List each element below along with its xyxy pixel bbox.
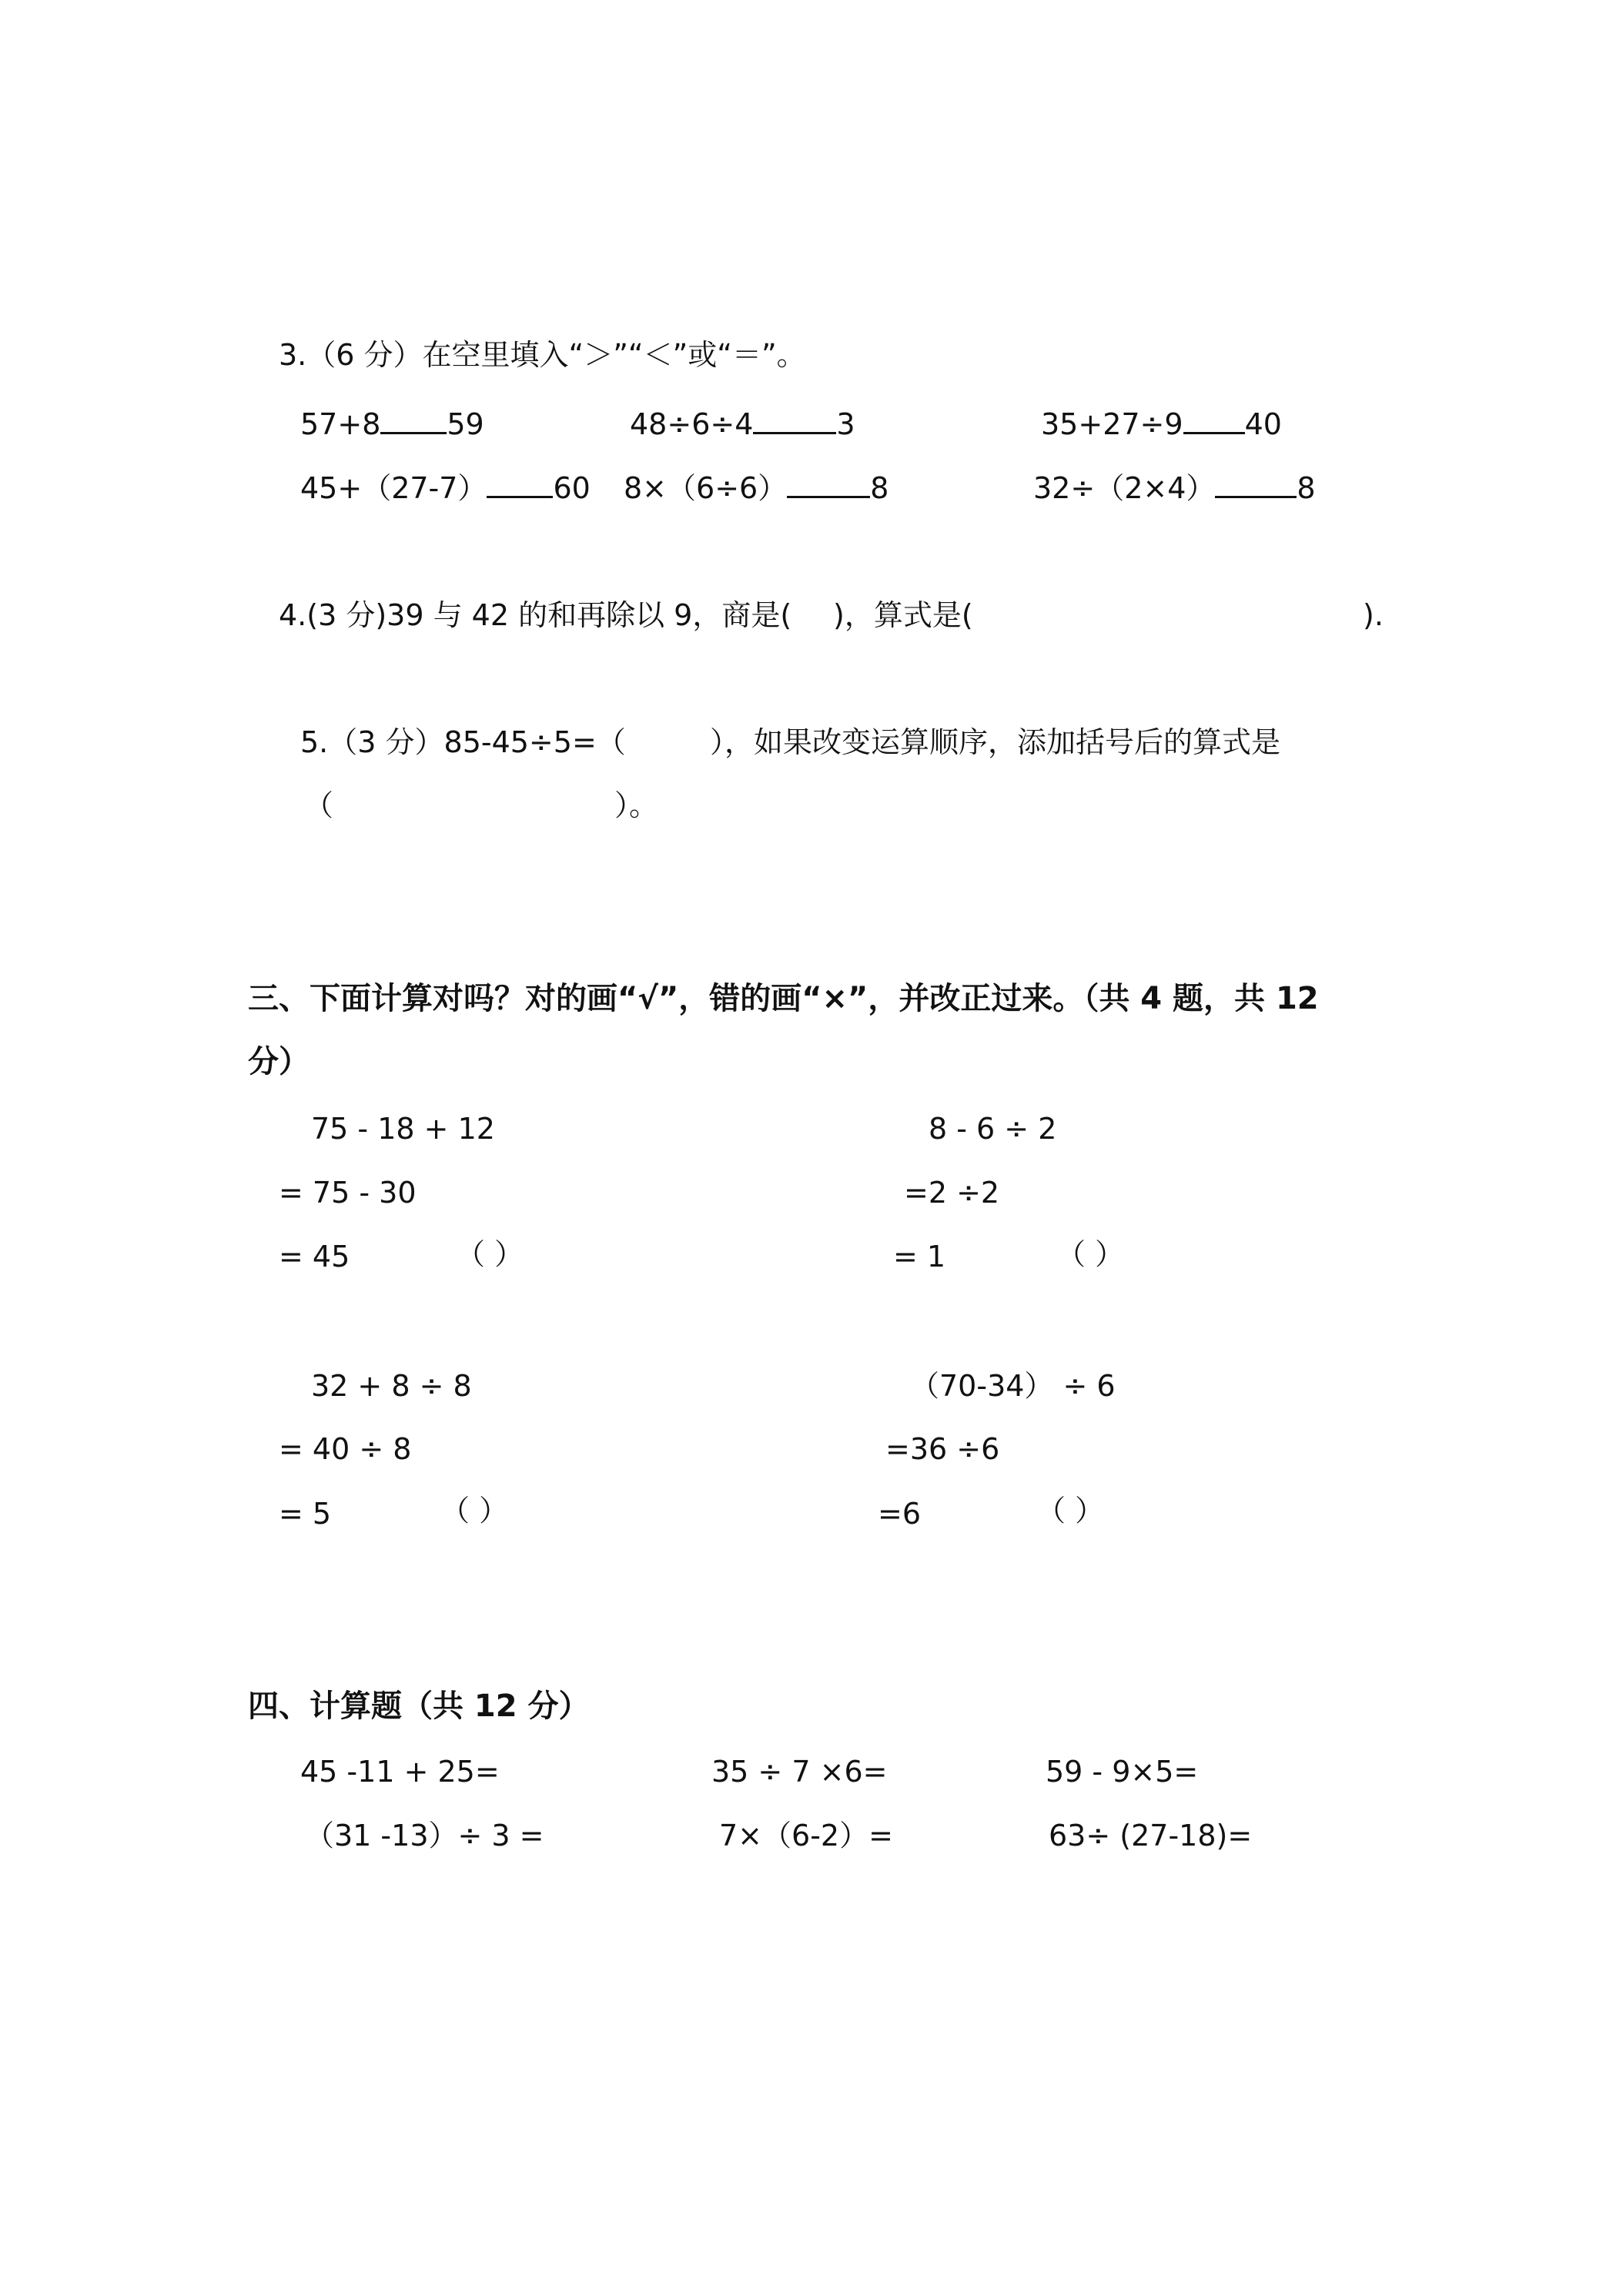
q3-item-right: 8 — [870, 471, 889, 505]
answer-blank[interactable] — [1183, 404, 1245, 434]
q3-item-left: 8×（6÷6） — [624, 471, 788, 505]
section3-title: 三、下面计算对吗？对的画“√”，错的画“×”，并改正过来。（共 4 题，共 12 — [248, 981, 1319, 1016]
q5-line2-start: （ — [304, 788, 334, 822]
problem-4-mark[interactable]: （ ） — [1036, 1494, 1105, 1528]
calc-item-3: 59 - 9×5= — [1046, 1755, 1199, 1789]
q3-item-right: 3 — [836, 407, 855, 441]
section3-title-cont: 分） — [248, 1044, 310, 1079]
q3-heading: 3.（6 分）在空里填入“＞”“＜”或“＝”。 — [279, 338, 806, 372]
problem-3-result: = 5 — [279, 1497, 332, 1531]
q5-line2-end: ）。 — [614, 788, 659, 822]
q3-item-left: 45+（27-7） — [300, 471, 487, 505]
q3-item-5 — [624, 468, 888, 507]
answer-blank[interactable] — [753, 404, 836, 434]
q3-item-left: 32÷（2×4） — [1033, 471, 1216, 505]
q3-item-4 — [300, 468, 591, 507]
problem-1-result: = 45 — [279, 1240, 350, 1274]
problem-2-mark[interactable]: （ ） — [1056, 1237, 1125, 1271]
q3-item-right: 8 — [1297, 471, 1316, 505]
q3-item-right: 60 — [553, 471, 591, 505]
calc-item-6: 63÷ (27-18)= — [1049, 1819, 1253, 1853]
q5-line1-start: 5.（3 分）85-45÷5=（ — [300, 725, 626, 759]
problem-3-mark[interactable]: （ ） — [440, 1494, 509, 1528]
problem-3-step: = 40 ÷ 8 — [279, 1432, 412, 1466]
q5-line1-end: ），如果改变运算顺序，添加括号后的算式是 — [710, 725, 1281, 759]
problem-2-step: =2 ÷2 — [904, 1176, 1000, 1210]
answer-blank[interactable] — [787, 468, 870, 498]
problem-3-expr: 32 + 8 ÷ 8 — [311, 1369, 472, 1403]
problem-1-expr: 75 - 18 + 12 — [311, 1112, 495, 1146]
q3-item-1 — [300, 404, 484, 443]
q3-item-right: 40 — [1244, 407, 1282, 441]
problem-4-step: =36 ÷6 — [885, 1432, 1000, 1466]
calc-item-4: （31 -13）÷ 3 = — [305, 1819, 544, 1853]
problem-2-expr: 8 - 6 ÷ 2 — [929, 1112, 1057, 1146]
q3-item-right: 59 — [447, 407, 484, 441]
calc-item-2: 35 ÷ 7 ×6= — [711, 1755, 888, 1789]
problem-1-mark[interactable]: （ ） — [456, 1237, 524, 1271]
section4-title: 四、计算题（共 12 分） — [248, 1689, 590, 1724]
answer-blank[interactable] — [487, 468, 553, 498]
q3-item-left: 35+27÷9 — [1041, 407, 1183, 441]
problem-4-expr: （70-34） ÷ 6 — [910, 1369, 1116, 1403]
q3-item-left: 48÷6÷4 — [630, 407, 754, 441]
calc-item-5: 7×（6-2）= — [719, 1819, 893, 1853]
q4-text-end: ). — [1363, 598, 1384, 632]
problem-1-step: = 75 - 30 — [279, 1176, 417, 1210]
calc-item-1: 45 -11 + 25= — [300, 1755, 500, 1789]
answer-blank[interactable] — [1215, 468, 1297, 498]
q3-item-2 — [630, 404, 855, 443]
problem-4-result: =6 — [878, 1497, 922, 1531]
q3-item-6 — [1033, 468, 1316, 507]
q4-text-mid: )，算式是( — [833, 598, 973, 632]
problem-2-result: = 1 — [893, 1240, 946, 1274]
q3-item-left: 57+8 — [300, 407, 381, 441]
answer-blank[interactable] — [380, 404, 447, 434]
q3-item-3 — [1041, 404, 1282, 443]
q4-text-start: 4.(3 分)39 与 42 的和再除以 9，商是( — [279, 598, 792, 632]
